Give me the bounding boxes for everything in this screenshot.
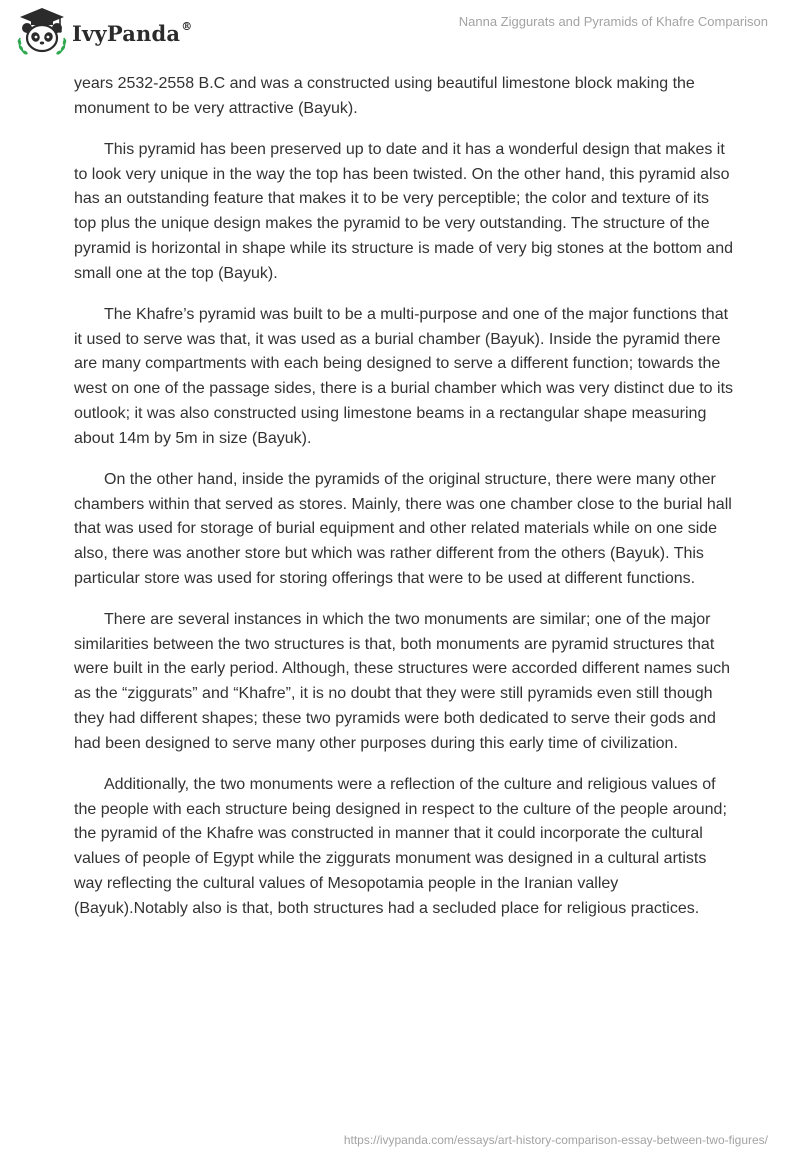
paragraph-3: The Khafre’s pyramid was built to be a multi-purpose and one of the major functions that it used to serve was that, it was used as a burial chamber (Bayuk). Inside the pyramid there are many compartments with each being designed to serve a different function; towards the west on one of the passage sides, there is a burial chamber which was very distinct due to its outlook; it was also constructed using limestone beams in a rectangular shape measuring about 14m by 5m in size (Bayuk). xyxy=(74,305,734,447)
essay-body xyxy=(74,72,734,938)
paragraph-6: Additionally, the two monuments were a reflection of the culture and religious values of the people with each structure being designed in respect to the culture of the people around; the pyramid of the Khafre was constructed in manner that it could incorporate the cultural values of people of Egypt while the ziggurats monument was designed in a cultural artists way reflecting the cultural values of Mesopotamia people in the Iranian valley (Bayuk).Notably also is that, both structures had a secluded place for religious practices. xyxy=(74,775,727,917)
page-header xyxy=(0,0,800,70)
panda-graduate-icon xyxy=(14,6,70,58)
registered-mark: ® xyxy=(181,19,193,33)
brand-name: IvyPanda® xyxy=(72,19,193,46)
paragraph-1: years 2532-2558 B.C and was a constructed using beautiful limestone block making the monument to be very attractive (Bayuk). xyxy=(74,75,695,117)
source-url[interactable]: https://ivypanda.com/essays/art-history-comparison-essay-between-two-figures/ xyxy=(343,1133,768,1147)
paragraph-2: This pyramid has been preserved up to date and it has a wonderful design that makes it to look very unique in the way the top has been twisted. On the other hand, this pyramid also has an outstanding feature that makes it to be very perceptible; the color and texture of its top plus the unique design makes the pyramid to be very outstanding. The structure of the pyramid is horizontal in shape while its structure is made of very big stones at the bottom and small one at the top (Bayuk). xyxy=(74,140,733,282)
paragraph-5: There are several instances in which the two monuments are similar; one of the major similarities between the two structures is that, both monuments are pyramid structures that were built in the early period. Although, these structures were accorded different names such as the “ziggurats” and “Khafre”, it is no doubt that they were still pyramids even still though they had different shapes; these two pyramids were both dedicated to serve their gods and had been designed to serve many other purposes during this early time of civilization. xyxy=(74,610,731,752)
document-title: Nanna Ziggurats and Pyramids of Khafre Comparison xyxy=(458,14,768,29)
ivypanda-logo[interactable] xyxy=(14,6,192,58)
paragraph-4: On the other hand, inside the pyramids of the original structure, there were many other chambers within that served as stores. Mainly, there was one chamber close to the burial hall that was used for storage of burial equipment and other related materials while on one side also, there was another store but which was rather different from the others (Bayuk). This particular store was used for storing offerings that were to be used at different functions. xyxy=(74,470,732,587)
